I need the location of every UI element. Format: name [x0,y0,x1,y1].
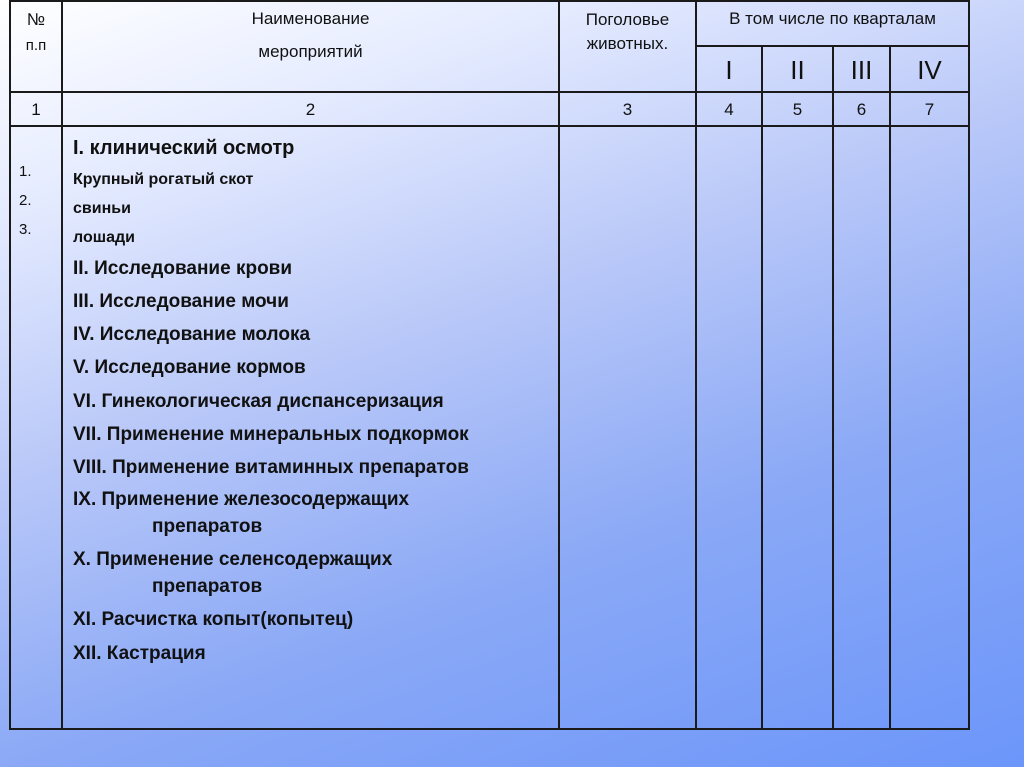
header-quarters-title: В том числе по кварталам [729,9,936,28]
item-feed-test: V. Исследование кормов [73,357,306,378]
item-clinical-exam: I. клинический осмотр [73,137,295,159]
row-number-2: 2. [19,192,32,209]
column-number-5: 5 [792,100,803,119]
item-iron-line2: препаратов [152,516,263,537]
item-selenium-line2: препаратов [152,576,263,597]
header-count-line2: животных. [586,34,669,53]
header-name-line2: мероприятий [258,42,363,61]
header-name-line1: Наименование [251,9,370,28]
item-gynecological: VI. Гинекологическая диспансеризация [73,391,444,412]
item-hoof-trimming: XI. Расчистка копыт(копытец) [73,609,354,630]
animal-cattle: Крупный рогатый скот [73,171,254,188]
quarter-4-label: IV [917,55,942,85]
quarter-1-label: I [725,55,733,85]
column-number-1: 1 [31,100,41,119]
item-castration: XII. Кастрация [73,643,206,664]
header-count-line1: Поголовье [585,10,670,29]
row-number-3: 3. [19,221,32,238]
animal-pigs: свиньи [73,200,131,217]
animal-horses: лошади [73,229,135,246]
row-number-1: 1. [19,163,32,180]
item-selenium-line1: X. Применение селенсодержащих [73,549,393,570]
item-blood-test: II. Исследование крови [73,258,293,279]
quarter-2-label: II [790,55,805,85]
item-urine-test: III. Исследование мочи [73,291,289,312]
column-number-6: 6 [856,100,867,119]
column-number-4: 4 [724,100,734,119]
column-number-7: 7 [924,100,935,119]
item-mineral-feeding: VII. Применение минеральных подкормок [73,424,469,445]
item-vitamins: VIII. Применение витаминных препаратов [73,457,469,478]
column-number-2: 2 [305,100,316,119]
quarter-3-label: III [850,55,873,85]
header-num-abbrev: п.п [25,37,47,54]
header-num-symbol: № [26,10,46,29]
column-number-3: 3 [622,100,633,119]
item-iron-line1: IX. Применение железосодержащих [73,489,410,510]
item-milk-test: IV. Исследование молока [73,324,311,345]
